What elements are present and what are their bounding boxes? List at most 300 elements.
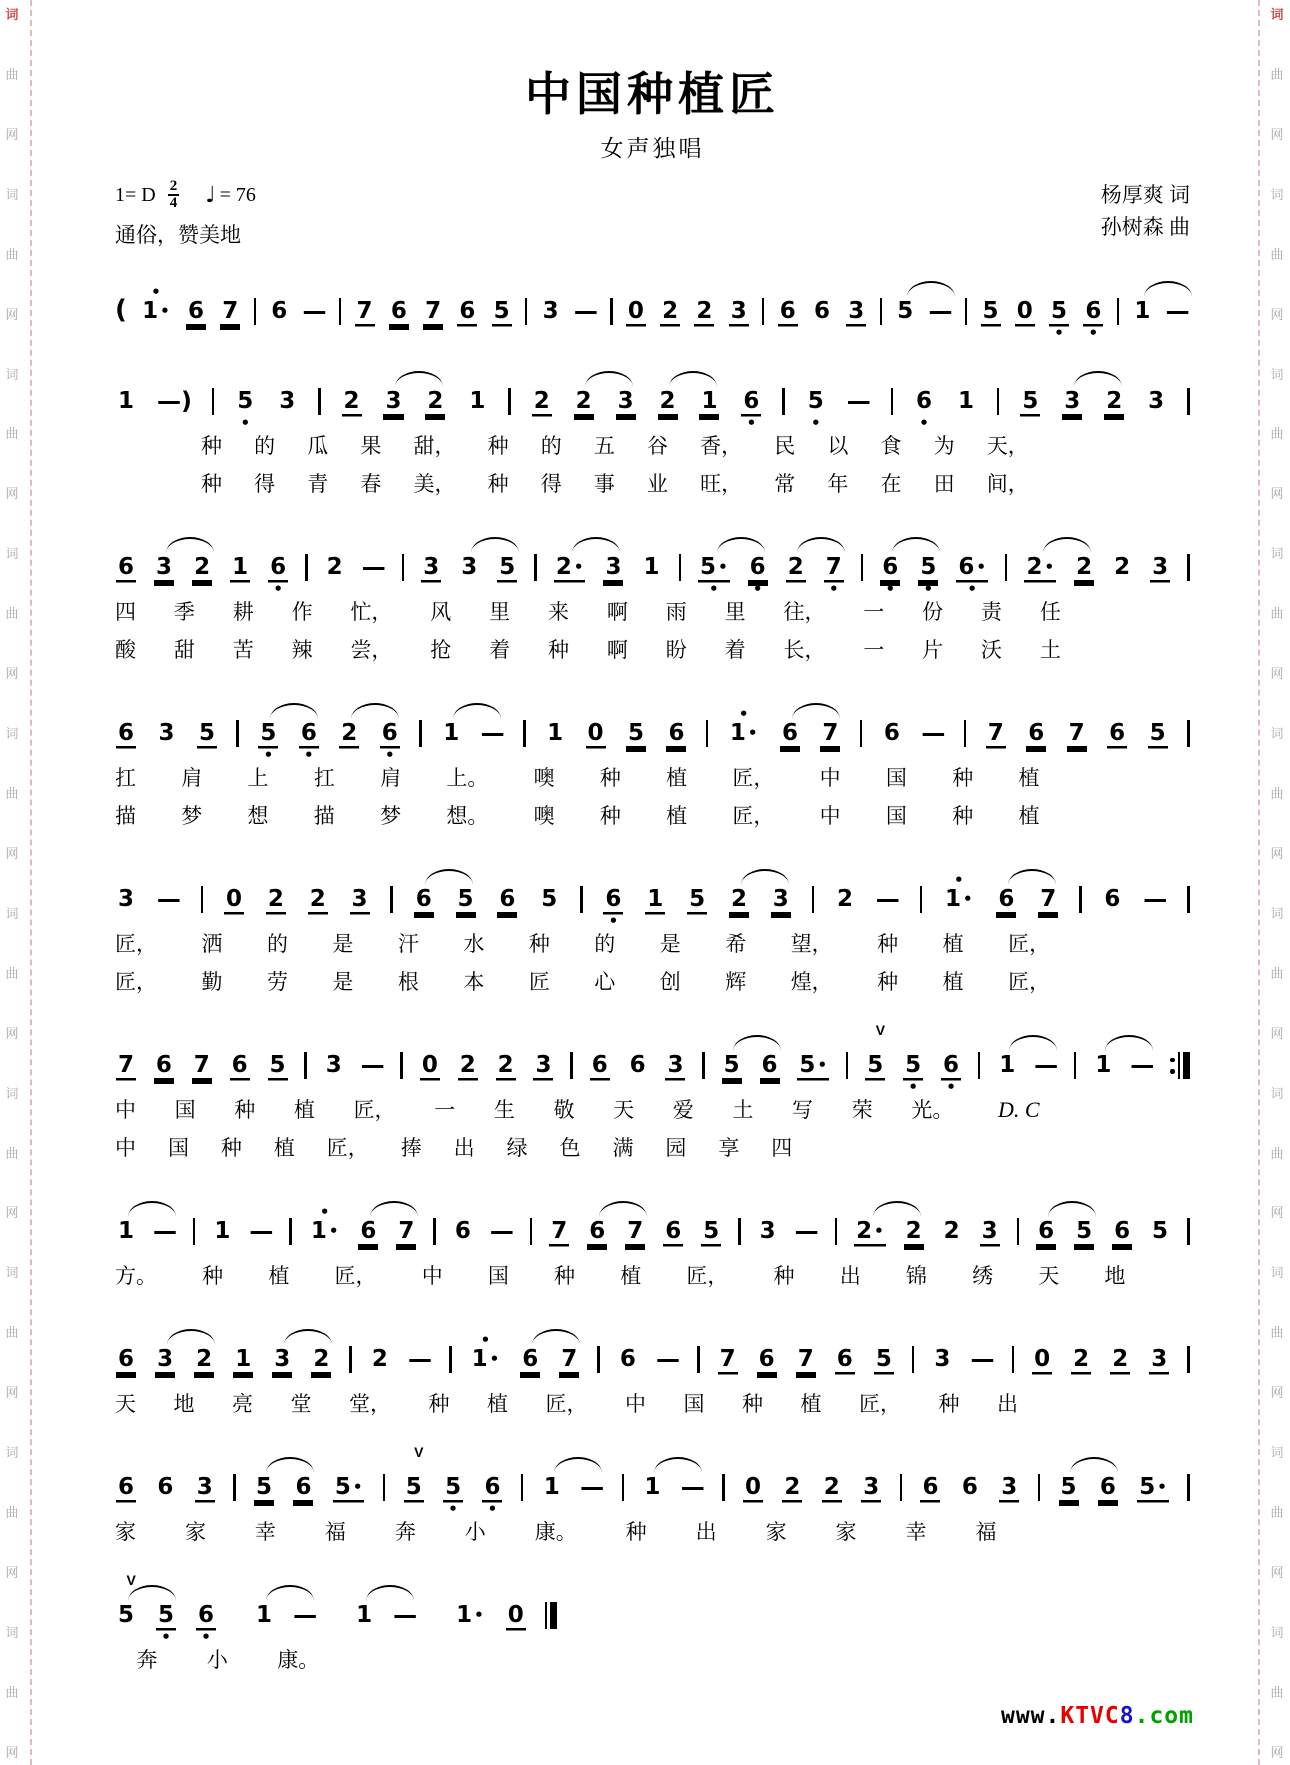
lyric-syllable: 苦 [232,638,254,662]
barline [900,1474,903,1501]
barline [1187,388,1190,415]
note [268,283,290,333]
watermark-char: 曲 [1270,1505,1284,1521]
note [558,1331,580,1381]
lyric-syllable: 锦 [905,1264,927,1288]
lyric-syllable: 中 [115,1098,136,1122]
lyric-row [115,929,1050,959]
lyric-syllable: 地 [173,1392,195,1416]
watermark-char: 曲 [5,606,19,622]
system-1 [115,283,1190,342]
lyric-syllable: 劳 [266,970,288,994]
lyric-syllable: 匠， [334,1264,377,1288]
barline [997,388,1000,415]
note [338,705,360,755]
lyric-syllable: 匠， [326,1136,369,1160]
lyric-row [115,1261,1126,1291]
lyric-syllable: 肩 [181,766,203,790]
lyric-syllable: 的 [594,932,616,956]
url-part: KTVC [1060,1703,1120,1729]
lyric-syllable: 匠， [115,932,157,956]
note-number: 1 [214,1218,231,1244]
note-number: 1 [644,1474,661,1500]
watermark-char: 曲 [5,426,19,442]
dash-prolong: — [393,1601,418,1629]
note [115,539,137,589]
tempo-marking [205,183,256,208]
system-3 [115,539,1190,665]
barline [1012,1346,1015,1373]
lyric-syllable: 甜， [413,434,456,458]
lyric-syllable: 亮 [232,1392,253,1416]
note-number: 5 [493,298,510,324]
augmentation-dot: • [817,1056,828,1074]
lyric-syllable: 匠， [353,1098,396,1122]
low-octave-dot: • [161,1628,171,1646]
lyric-syllable: 梦 [181,804,203,828]
note [1061,373,1083,423]
note [211,1203,233,1253]
watermark-char: 曲 [1270,1684,1284,1700]
note-number: 6 [118,1474,135,1500]
note-number: 1 [957,388,974,414]
note-number: 5 [499,554,516,580]
right-dashed-border [1258,0,1260,1765]
note-number: 0 [1034,1346,1051,1372]
site-watermark-link[interactable] [1001,1703,1194,1729]
note-number: 3 [279,388,296,414]
barline [1005,554,1008,581]
note-number: 6 [836,1346,853,1372]
note-number: 3 [1151,1346,1168,1372]
note [770,871,792,921]
note [1035,1203,1057,1253]
lyric-syllable: 满 [612,1136,634,1160]
note [1019,373,1041,423]
note-number: 6 [381,720,398,746]
note-number: 7 [719,1346,736,1372]
notation-line [115,1203,1190,1253]
watermark-char: 网 [5,1564,19,1580]
note-number: 6 [415,886,432,912]
slur-arc [453,703,501,719]
watermark-char: 曲 [1270,246,1284,262]
watermark-char: 曲 [5,785,19,801]
note [1097,1459,1119,1509]
note [864,1022,886,1087]
note-number: 5 [445,1474,462,1500]
lyric-syllable: 中 [115,1136,136,1160]
note [602,871,624,930]
thick-bar [1183,1052,1190,1079]
lyric-row [115,1517,997,1547]
lyric-syllable: 瓜 [307,434,329,458]
note-number: 5 [689,886,706,912]
lyric-syllable: 煌， [790,970,833,994]
lyric-syllable: 家 [115,1520,136,1544]
high-octave-dot: • [151,283,161,301]
barline [782,388,785,415]
note [698,373,720,423]
note-number: 0 [507,1602,524,1628]
lyric-syllable: 创 [659,970,681,994]
barline [702,1052,705,1079]
note-number: 2 [371,1346,388,1372]
watermark-char: 网 [1270,126,1284,142]
note-number: 6 [118,1346,135,1372]
lyric-syllable: 五 [593,434,615,458]
note [115,1459,137,1509]
low-octave-dot: • [1054,324,1064,342]
barline [383,1474,386,1501]
note [894,283,916,333]
note-number: 7 [797,1346,814,1372]
note-number: 0 [627,298,644,324]
note-number: 1 • [142,298,170,324]
lyric-syllable: 出 [453,1136,475,1160]
song-title: 中国种植匠 [525,69,780,120]
note-number: 0 [745,1474,762,1500]
note [727,705,761,755]
note-number: 6 [390,298,407,324]
note [298,705,320,764]
low-octave-dot: • [201,1628,211,1646]
note [453,1587,487,1637]
lyric-syllable: 得 [540,472,562,496]
notation-line [115,373,1190,432]
note-number: 2 [196,1346,213,1372]
watermark-char: 曲 [1270,965,1284,981]
lyric-syllable: 方。 [115,1264,157,1288]
note [641,1459,663,1509]
note-number: 3 [461,554,478,580]
low-octave-dot: • [709,580,719,598]
note [292,1459,314,1509]
lyric-syllable: 幸 [254,1520,276,1544]
lyric-row [115,1389,1018,1419]
note [420,539,442,589]
barline [679,554,682,581]
note-number: 2 [341,720,358,746]
note-number: 7 [193,1052,210,1078]
lyric-syllable: 上。 [446,766,489,790]
note-number: 6 [300,720,317,746]
note [1106,705,1128,755]
note [531,373,553,423]
barline [912,1346,915,1373]
note [779,705,801,755]
note [1037,871,1059,921]
breath-mark: V [875,1022,886,1038]
note-number: 3 [385,388,402,414]
note [747,539,769,598]
note-number: 6 [781,720,798,746]
note-number: 5 [723,1052,740,1078]
note-number: 3 [759,1218,776,1244]
note [191,539,213,589]
dash-prolong: — [489,1217,514,1245]
watermark-char: 网 [1270,845,1284,861]
barline [1187,886,1190,913]
note-number: 6 [779,298,796,324]
note [403,1444,425,1509]
note [819,705,841,755]
note-number: 3 [423,554,440,580]
note [1131,283,1153,333]
note-number: 2 [326,554,343,580]
notation-line [115,283,1190,342]
note-number: 5 • [1139,1474,1167,1500]
lyric-syllable: 常 [774,472,796,496]
notation-line [115,1022,1190,1096]
note [491,283,513,333]
lyric-syllable: 奔 [136,1648,158,1672]
watermark-char: 曲 [5,66,19,82]
dash-prolong: — [1034,1051,1059,1079]
note [265,871,287,921]
note-number: 5 • [700,554,728,580]
lyric-syllable: 一 [863,600,885,624]
lyric-syllable: 植 [268,1264,290,1288]
note-number: 6 • [958,554,986,580]
lyric-syllable: 小 [464,1520,486,1544]
lyric-syllable: 种 [773,1264,795,1288]
watermark-char: 词 [5,366,19,382]
note-number: 2 [575,388,592,414]
note-number: 2 [309,886,326,912]
lyric-syllable: 出 [839,1264,861,1288]
note-number: 3 [667,1052,684,1078]
barline [706,720,709,747]
note-number: 2 [1106,388,1123,414]
note [686,871,708,921]
note [1014,283,1036,333]
watermark-char: 网 [1270,1744,1284,1760]
dash-prolong: — [573,297,598,325]
augmentation-dot: • [874,1222,884,1240]
lyric-syllable: 香， [700,434,743,458]
notation-systems [115,283,1190,1675]
barline [201,886,204,913]
note [777,283,799,333]
barline [419,720,422,747]
note-number: 6 [922,1474,939,1500]
note [573,373,595,423]
note [941,1203,963,1253]
note-number: 1 [469,388,486,414]
lyric-syllable: 尝， [350,638,393,662]
slur-arc [554,1457,602,1473]
note-number: 2 [1073,1346,1090,1372]
barline [597,1346,600,1373]
note [756,1331,778,1381]
notation-line [115,1572,524,1646]
note-number: 6 [522,1346,539,1372]
barline [978,1052,981,1079]
lyric-syllable: 任 [1039,600,1061,624]
note [1149,1203,1171,1253]
watermark-char: 词 [5,905,19,921]
lyric-syllable: 福 [975,1520,997,1544]
note-number: 1 [235,1346,252,1372]
system-2 [115,373,1190,499]
note-number: 7 [825,554,842,580]
slur-arc [1009,1035,1057,1051]
watermark-char: 词 [1270,726,1284,742]
lyric-syllable: 根 [397,970,419,994]
note-number: 7 [425,298,442,324]
note-number: 3 [981,1218,998,1244]
note [229,1037,251,1087]
lyric-syllable: 噢 [533,766,555,790]
lyric-syllable: 往， [783,600,826,624]
note [1103,373,1125,423]
lyric-syllable: 四 [771,1136,793,1160]
note [234,373,256,432]
note-number: 5 [867,1052,884,1078]
lyric-syllable: 洒 [201,932,223,956]
note-number: 6 [943,1052,960,1078]
lyric-syllable: 康。 [277,1648,320,1672]
note-number: 0 [421,1052,438,1078]
lyric-syllable: 为 [933,434,955,458]
note-number: 6 [743,388,760,414]
watermark-char: 网 [5,845,19,861]
note-number: 5 [1149,720,1166,746]
note [115,1037,137,1087]
lyric-syllable: 抢 [430,638,452,662]
watermark-char: 曲 [1270,426,1284,442]
note-number: 6 [961,1474,978,1500]
note-number: 3 [605,554,622,580]
lyric-syllable: 爱 [672,1098,694,1122]
watermark-char: 词 [5,726,19,742]
barline [193,1218,196,1245]
dc-marking: D. C [997,1097,1040,1122]
note [379,705,401,764]
dash-prolong: — [846,387,871,415]
barline [402,554,405,581]
augmentation-dot: • [328,1222,339,1240]
lyric-syllable: 民 [774,434,796,458]
slur-arc [266,1585,314,1601]
note [155,705,177,755]
note [740,373,762,432]
note-number: 1 [232,554,249,580]
watermark-char: 词 [1270,7,1284,22]
note-number: 7 [222,298,239,324]
watermark-char: 网 [5,306,19,322]
lyric-syllable: 春 [360,472,382,496]
lyric-syllable: 扛 [313,766,335,790]
watermark-char: 网 [5,126,19,142]
note [586,1203,608,1253]
note [615,373,637,423]
note [481,1459,503,1518]
lyric-syllable: 种 [220,1136,242,1160]
note-number: 3 [325,1052,342,1078]
watermark-char: 曲 [1270,1145,1284,1161]
note-number: 6 [883,720,900,746]
lyric-syllable: 匠， [686,1264,729,1288]
lyric-syllable: 享 [718,1136,740,1160]
time-signature-denominator: 4 [169,195,178,211]
note [323,1037,345,1087]
lyric-syllable: 匠， [859,1392,901,1416]
note [191,1037,213,1087]
augmentation-dot: • [160,302,170,320]
lyric-syllable: 种 [201,434,222,458]
barline [1187,1346,1190,1373]
lyric-syllable: 酸 [115,638,136,662]
note-number: 3 [156,554,173,580]
note-number: 2 [943,1218,960,1244]
note-number: 7 [1068,720,1085,746]
watermark-char: 词 [1270,905,1284,921]
note-number: 6 [157,1474,174,1500]
note [624,1203,646,1253]
lyric-syllable: 描 [313,804,335,828]
note [942,871,976,921]
lyric-syllable: 国 [174,1098,196,1122]
note-number: 6 [668,720,685,746]
lyric-syllable: 种 [234,1098,256,1122]
high-octave-dot: • [319,1203,330,1221]
lyric-syllable: 谷 [647,434,668,458]
watermark-char: 词 [1270,546,1284,562]
lyric-row [115,1095,1040,1125]
note-number: 3 [196,1474,213,1500]
note-number: 3 [351,886,368,912]
barline [697,1346,700,1373]
note-number: 2 [497,1052,514,1078]
watermark-char: 词 [1270,1445,1284,1461]
notation-line [115,539,1190,598]
note-number: 5 [905,1052,922,1078]
low-octave-dot: • [967,580,977,598]
lyric-syllable: 种 [528,932,550,956]
lyric-syllable: 园 [665,1136,687,1160]
low-octave-dot: • [885,580,896,598]
note-number: 6 [118,720,135,746]
note [860,1459,882,1509]
barline [965,298,968,325]
note [955,373,977,423]
note-number: 3 [617,388,634,414]
note [466,373,488,423]
score-content [115,58,1190,1675]
lyric-syllable: 植 [487,1392,508,1416]
slur-arc [366,1585,414,1601]
lyric-syllable: 国 [683,1392,705,1416]
note [115,373,137,423]
barline [534,554,537,581]
system-7 [115,1203,1190,1291]
lyric-syllable: 种 [548,638,570,662]
watermark-char: 网 [1270,1025,1284,1041]
note [823,539,845,598]
note [1066,705,1088,755]
note-number: 5 • [799,1052,828,1078]
low-octave-dot: • [263,746,274,764]
lyric-syllable: 四 [115,600,136,624]
low-octave-dot: • [946,1078,956,1096]
note [697,539,731,598]
note-number: 6 [198,1602,215,1628]
note [253,1587,275,1637]
dash-prolong: — [360,1051,385,1079]
lyric-row [201,469,1029,499]
